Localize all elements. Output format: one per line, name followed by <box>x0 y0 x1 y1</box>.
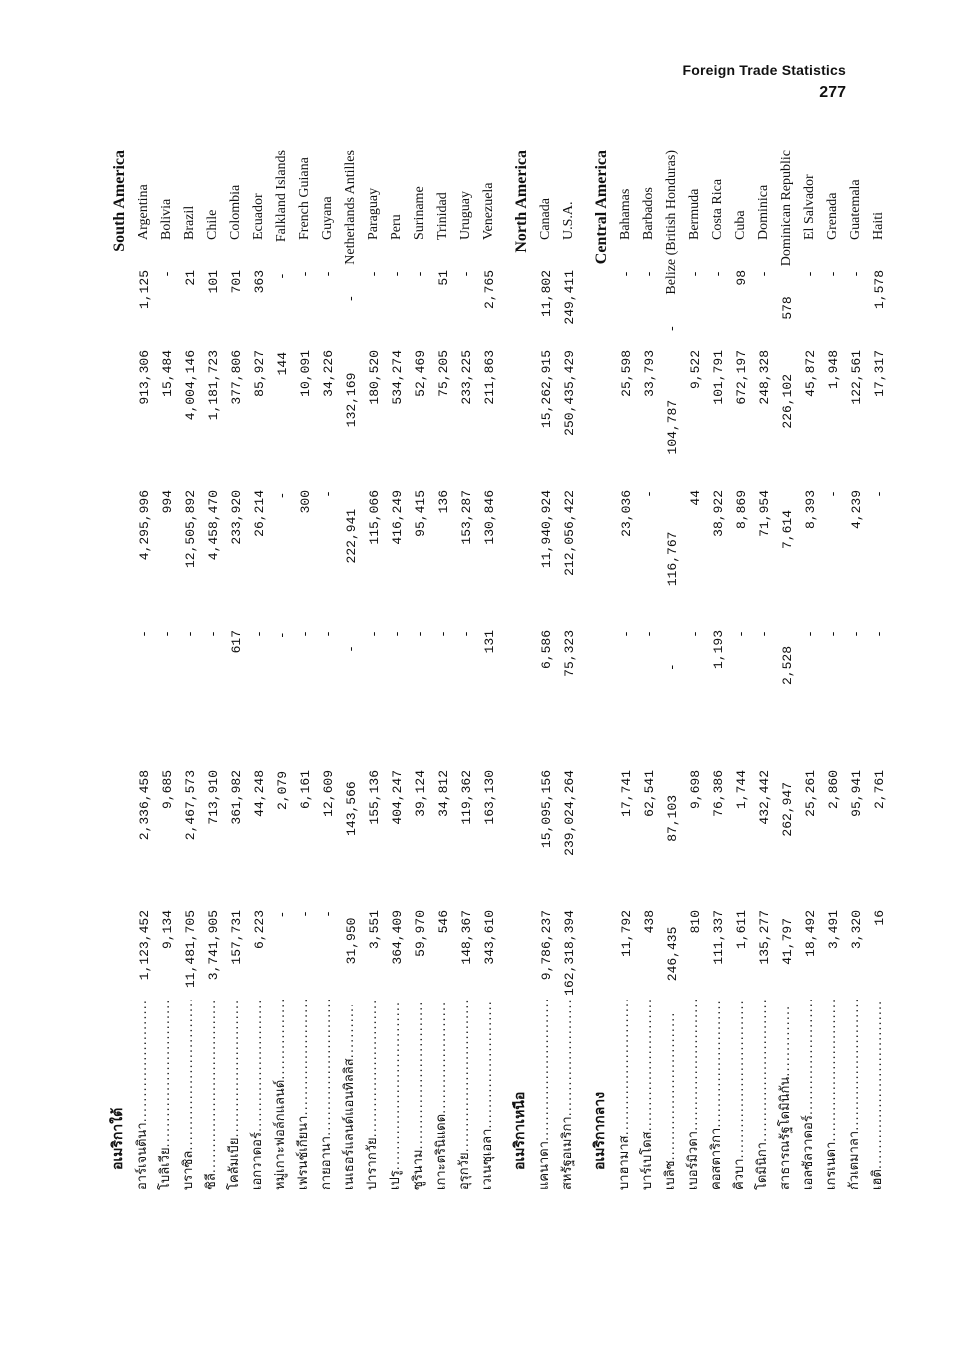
section-header <box>95 150 129 1190</box>
value-cell: 148,367 <box>459 910 474 965</box>
value-cell: 713,910 <box>206 770 221 825</box>
value-cell: 2,079 <box>275 771 290 811</box>
value-cell: 1,578 <box>872 270 887 310</box>
value-cell: 132,169 <box>344 372 359 428</box>
value-cell: - <box>803 630 818 638</box>
value-cell: 3,320 <box>849 910 864 950</box>
value-cell: 21 <box>183 270 198 286</box>
value-cell: 364,409 <box>390 910 405 965</box>
table-row <box>818 150 841 1190</box>
value-cell: - <box>206 630 221 638</box>
value-cell: 546 <box>436 910 451 934</box>
value-cell: 810 <box>688 910 703 934</box>
country-thai: โคลัมเบีย ..... <box>223 1000 244 1190</box>
country-english: Cuba <box>733 210 748 240</box>
value-cell: 25,598 <box>619 350 634 397</box>
value-cell: 11,940,924 <box>539 490 554 569</box>
value-cell: - <box>711 270 726 278</box>
value-cell: - <box>298 270 313 278</box>
value-cell: 233,225 <box>459 350 474 405</box>
value-cell: 9,134 <box>160 910 175 950</box>
country-thai: เวเนซุเอลา ..... <box>476 1000 497 1190</box>
value-cell: 180,520 <box>367 350 382 405</box>
value-cell: 122,561 <box>849 350 864 405</box>
page-number: 277 <box>819 84 846 101</box>
value-cell: 2,467,573 <box>183 770 198 841</box>
value-cell: 4,458,470 <box>206 490 221 561</box>
value-cell: - <box>803 270 818 278</box>
value-cell: 116,767 <box>665 531 680 587</box>
table-row <box>657 150 680 1190</box>
value-cell: 153,287 <box>459 490 474 545</box>
section-thai-heading: อเมริกากลาง <box>592 1091 608 1170</box>
value-cell: - <box>160 630 175 638</box>
country-thai: อาร์เจนตินา ..... <box>131 1000 152 1190</box>
value-cell: 44,248 <box>252 770 267 817</box>
value-cell: - <box>849 630 864 638</box>
value-cell: 111,337 <box>711 910 726 965</box>
value-cell: 3,551 <box>367 910 382 950</box>
value-cell: 12,505,892 <box>183 490 198 569</box>
value-cell: 1,193 <box>711 630 726 670</box>
value-cell: 15,095,156 <box>539 770 554 849</box>
table-row <box>703 150 726 1190</box>
value-cell: 12,609 <box>321 770 336 817</box>
country-thai: เอลซัลวาดอร์ ..... <box>797 1000 818 1190</box>
value-cell: 98 <box>734 270 749 286</box>
country-thai: บาร์เบโดส ..... <box>636 1000 657 1190</box>
table-row <box>405 150 428 1190</box>
table-row <box>795 150 818 1190</box>
country-thai: อุรุกวัย ..... <box>453 1000 474 1190</box>
country-thai: กายอานา ..... <box>315 1000 336 1190</box>
country-thai: เบอร์มิวดา ..... <box>682 1000 703 1190</box>
country-thai: แคนาดา ..... <box>533 1000 554 1190</box>
value-cell: 2,336,458 <box>137 770 152 841</box>
value-cell: 4,004,146 <box>183 350 198 421</box>
table-row <box>864 150 887 1190</box>
country-english: Ecuador <box>251 193 266 240</box>
value-cell: 239,024,264 <box>562 770 577 856</box>
country-english: Bermuda <box>687 188 702 240</box>
country-english: Dominican Republic <box>779 150 794 267</box>
country-thai: บราซิล ..... <box>177 1000 198 1190</box>
value-cell: 250,435,429 <box>562 350 577 436</box>
country-thai: เกาะตรินิแดด ..... <box>430 1000 451 1190</box>
value-cell: - <box>367 270 382 278</box>
value-cell: 41,797 <box>780 917 795 965</box>
country-english: Falkland Islands <box>274 150 289 243</box>
value-cell: 701 <box>229 270 244 294</box>
value-cell: - <box>665 324 680 333</box>
country-thai: คอสตาริกา ..... <box>705 1000 726 1190</box>
value-cell: 11,792 <box>619 910 634 957</box>
value-cell: - <box>757 630 772 638</box>
value-cell: - <box>459 630 474 638</box>
value-cell: 15,262,915 <box>539 350 554 429</box>
country-thai: โดมินิกา ..... <box>751 1000 772 1190</box>
value-cell: 45,872 <box>803 350 818 397</box>
table-row <box>382 150 405 1190</box>
country-english: El Salvador <box>802 174 817 240</box>
value-cell: 249,411 <box>562 270 577 325</box>
value-cell: 130,846 <box>482 490 497 545</box>
country-english: Trinidad <box>435 192 450 240</box>
value-cell: 11,481,705 <box>183 910 198 989</box>
country-thai: เฟรนช์เกียนา ..... <box>292 1000 313 1190</box>
value-cell: 4,295,996 <box>137 490 152 561</box>
trade-table <box>95 149 887 1190</box>
value-cell: 26,214 <box>252 490 267 537</box>
value-cell: 7,614 <box>780 509 795 549</box>
value-cell: - <box>826 270 841 278</box>
value-cell: 62,541 <box>642 770 657 817</box>
value-cell: 6,223 <box>252 910 267 950</box>
country-thai: เปรู ..... <box>384 1000 405 1190</box>
table-row <box>841 150 864 1190</box>
value-cell: - <box>275 491 290 500</box>
value-cell: - <box>642 490 657 498</box>
value-cell: 8,393 <box>803 490 818 530</box>
country-thai: สหรัฐอเมริกา ..... <box>556 1000 577 1190</box>
table-row <box>267 150 290 1190</box>
value-cell: - <box>321 270 336 278</box>
value-cell: 246,435 <box>665 926 680 982</box>
value-cell: 9,698 <box>688 770 703 810</box>
table-row <box>531 150 554 1190</box>
value-cell: 1,125 <box>137 270 152 310</box>
value-cell: - <box>390 270 405 278</box>
value-cell: - <box>436 630 451 638</box>
value-cell: - <box>826 490 841 498</box>
value-cell: 87,103 <box>665 794 680 842</box>
table-row <box>634 150 657 1190</box>
value-cell: - <box>275 272 290 280</box>
value-cell: - <box>321 630 336 638</box>
table-row <box>611 150 634 1190</box>
value-cell: 17,317 <box>872 350 887 397</box>
country-english: Peru <box>389 214 404 240</box>
value-cell: 115,066 <box>367 490 382 545</box>
value-cell: 76,386 <box>711 770 726 817</box>
value-cell: 33,793 <box>642 350 657 397</box>
table-row <box>152 150 175 1190</box>
value-cell: 994 <box>160 490 175 514</box>
value-cell: - <box>734 630 749 638</box>
value-cell: 136 <box>436 490 451 514</box>
country-thai: คิวบา ..... <box>728 1000 749 1190</box>
value-cell: 6,161 <box>298 770 313 810</box>
value-cell: - <box>252 630 267 638</box>
value-cell: 9,685 <box>160 770 175 810</box>
value-cell: 9,786,237 <box>539 910 554 981</box>
section-header <box>577 150 611 1190</box>
table-row <box>221 150 244 1190</box>
value-cell: - <box>619 270 634 278</box>
country-english: Bahamas <box>618 188 633 240</box>
value-cell: 416,249 <box>390 490 405 545</box>
value-cell: 432,442 <box>757 770 772 825</box>
value-cell: 101,791 <box>711 350 726 405</box>
value-cell: 23,036 <box>619 490 634 537</box>
value-cell: 578 <box>780 296 795 320</box>
value-cell: - <box>344 294 359 303</box>
value-cell: 135,277 <box>757 910 772 965</box>
value-cell: 534,274 <box>390 350 405 405</box>
value-cell: 3,741,905 <box>206 910 221 981</box>
value-cell: 1,744 <box>734 770 749 810</box>
value-cell: 6,586 <box>539 630 554 670</box>
value-cell: 25,261 <box>803 770 818 817</box>
value-cell: 52,469 <box>413 350 428 397</box>
page-header <box>682 62 846 102</box>
country-thai: หมู่เกาะฟอล์กแลนด์ ..... <box>269 1000 290 1190</box>
value-cell: - <box>665 663 680 672</box>
value-cell: 8,869 <box>734 490 749 530</box>
value-cell: - <box>390 630 405 638</box>
value-cell: - <box>826 630 841 638</box>
value-cell: 75,323 <box>562 630 577 677</box>
value-cell: 222,941 <box>344 508 359 564</box>
value-cell: 16 <box>872 910 887 926</box>
country-english: Uruguay <box>458 191 473 240</box>
value-cell: - <box>413 270 428 278</box>
value-cell: 38,922 <box>711 490 726 537</box>
value-cell: 2,761 <box>872 770 887 810</box>
section-english-heading: South America <box>111 150 128 252</box>
value-cell: 15,484 <box>160 350 175 397</box>
value-cell: 143,566 <box>344 781 359 836</box>
value-cell: 1,611 <box>734 910 749 950</box>
value-cell: 2,765 <box>482 270 497 310</box>
country-english: Netherlands Antilles <box>343 150 358 265</box>
value-cell: 262,947 <box>780 781 795 837</box>
value-cell: 95,941 <box>849 770 864 817</box>
section-thai-heading: อเมริกาเหนือ <box>512 1091 528 1170</box>
value-cell: - <box>642 270 657 278</box>
country-english: Dominica <box>756 184 771 240</box>
value-cell: 104,787 <box>665 399 680 455</box>
value-cell: 34,226 <box>321 350 336 397</box>
value-cell: 34,812 <box>436 770 451 817</box>
value-cell: 59,970 <box>413 910 428 957</box>
country-english: Chile <box>205 209 220 240</box>
table-row <box>451 150 474 1190</box>
country-english: Haiti <box>871 212 886 240</box>
table-row <box>428 150 451 1190</box>
table-row <box>336 150 359 1190</box>
value-cell: 212,056,422 <box>562 490 577 576</box>
value-cell: 211,863 <box>482 350 497 405</box>
table-row <box>290 150 313 1190</box>
value-cell: 155,136 <box>367 770 382 825</box>
table-row <box>244 150 267 1190</box>
value-cell: - <box>137 630 152 638</box>
value-cell: 343,610 <box>482 910 497 965</box>
country-thai: ปารากวัย ..... <box>361 1000 382 1190</box>
country-english: Brazil <box>182 205 197 240</box>
value-cell: 10,091 <box>298 350 313 397</box>
value-cell: 71,954 <box>757 490 772 537</box>
country-english: Grenada <box>825 192 840 240</box>
value-cell: 404,247 <box>390 770 405 825</box>
value-cell: - <box>849 270 864 278</box>
table-row <box>359 150 382 1190</box>
country-english: Venezuela <box>481 182 496 240</box>
country-thai: เอกวาดอร์ ..... <box>246 1000 267 1190</box>
country-thai: กัวเตมาลา ..... <box>843 1000 864 1190</box>
value-cell: - <box>642 630 657 638</box>
value-cell: - <box>688 270 703 278</box>
table-row <box>129 150 152 1190</box>
value-cell: 17,741 <box>619 770 634 817</box>
value-cell: - <box>872 630 887 638</box>
table-row <box>313 150 336 1190</box>
value-cell: 51 <box>436 270 451 286</box>
value-cell: 131 <box>482 630 497 654</box>
value-cell: - <box>619 630 634 638</box>
value-cell: 248,328 <box>757 350 772 405</box>
value-cell: 913,306 <box>137 350 152 405</box>
value-cell: 39,124 <box>413 770 428 817</box>
value-cell: - <box>183 630 198 638</box>
value-cell: - <box>367 630 382 638</box>
value-cell: - <box>872 490 887 498</box>
country-english: Guatemala <box>848 179 863 240</box>
value-cell: - <box>275 910 290 919</box>
country-english: Costa Rica <box>710 178 725 240</box>
country-english: Paraguay <box>366 187 381 240</box>
value-cell: - <box>459 270 474 278</box>
table-row <box>474 150 497 1190</box>
running-title: Foreign Trade Statistics <box>682 62 846 78</box>
value-cell: 95,415 <box>413 490 428 537</box>
value-cell: - <box>160 270 175 278</box>
value-cell: 101 <box>206 270 221 294</box>
country-english: French Guiana <box>297 157 312 240</box>
value-cell: 1,181,723 <box>206 350 221 421</box>
section-english-heading: Central America <box>593 150 610 265</box>
country-english: Argentina <box>136 184 151 240</box>
value-cell: 44 <box>688 490 703 506</box>
value-cell: 4,239 <box>849 490 864 530</box>
country-english: Colombia <box>228 184 243 240</box>
country-english: U.S.A. <box>561 201 576 240</box>
country-thai: เนเธอร์แลนด์แอนทิลลิส ..... <box>338 1005 359 1190</box>
value-cell: 438 <box>642 910 657 934</box>
value-cell: 2,528 <box>780 645 795 685</box>
value-cell: - <box>688 630 703 638</box>
section-thai-heading: อเมริกาใต้ <box>110 1107 126 1170</box>
value-cell: - <box>321 910 336 918</box>
table-row <box>554 150 577 1190</box>
value-cell: - <box>413 630 428 638</box>
country-thai: สาธารณรัฐโดมินิกัน ..... <box>774 1005 795 1190</box>
value-cell: 9,522 <box>688 350 703 390</box>
value-cell: 363 <box>252 270 267 294</box>
value-cell: 1,123,452 <box>137 910 152 981</box>
table-row <box>198 150 221 1190</box>
country-thai: เบลิซ ..... <box>659 1011 680 1190</box>
country-english: Canada <box>538 198 553 240</box>
value-cell: 11,802 <box>539 270 554 317</box>
value-cell: - <box>275 631 290 640</box>
country-thai: ชิลี ..... <box>200 1000 221 1190</box>
value-cell: 233,920 <box>229 490 244 545</box>
value-cell: 85,927 <box>252 350 267 397</box>
value-cell: - <box>344 645 359 653</box>
country-thai: โบลิเวีย ..... <box>154 1000 175 1190</box>
value-cell: 119,362 <box>459 770 474 825</box>
value-cell: 1,948 <box>826 350 841 390</box>
table-row <box>772 150 795 1190</box>
country-thai: เกรเนดา ..... <box>820 1000 841 1190</box>
value-cell: 361,982 <box>229 770 244 825</box>
table-row <box>726 150 749 1190</box>
section-header <box>497 150 531 1190</box>
value-cell: 18,492 <box>803 910 818 957</box>
table-row <box>175 150 198 1190</box>
country-english: Barbados <box>641 187 656 240</box>
value-cell: 226,102 <box>780 373 795 429</box>
value-cell: 75,205 <box>436 350 451 397</box>
value-cell: 162,318,394 <box>562 910 577 996</box>
value-cell: 31,950 <box>344 917 359 965</box>
country-english: Belize (British Honduras) <box>664 149 679 295</box>
country-english: Guyana <box>320 196 335 240</box>
country-thai: เฮติ ..... <box>866 1000 887 1190</box>
value-cell: 144 <box>275 351 290 376</box>
value-cell: 300 <box>298 490 313 514</box>
value-cell: 3,491 <box>826 910 841 950</box>
country-thai: บาฮามาส ..... <box>613 1000 634 1190</box>
value-cell: - <box>321 490 336 498</box>
country-english: Suriname <box>412 186 427 240</box>
value-cell: - <box>757 270 772 278</box>
country-thai: ซูรินาม ..... <box>407 1000 428 1190</box>
value-cell: - <box>298 910 313 918</box>
country-english: Bolivia <box>159 198 174 240</box>
table-row <box>680 150 703 1190</box>
value-cell: 157,731 <box>229 910 244 965</box>
value-cell: 163,130 <box>482 770 497 825</box>
value-cell: 2,860 <box>826 770 841 810</box>
value-cell: 672,197 <box>734 350 749 405</box>
value-cell: 617 <box>229 630 244 654</box>
value-cell: - <box>298 630 313 638</box>
section-english-heading: North America <box>513 150 530 253</box>
table-row <box>749 150 772 1190</box>
value-cell: 377,806 <box>229 350 244 405</box>
